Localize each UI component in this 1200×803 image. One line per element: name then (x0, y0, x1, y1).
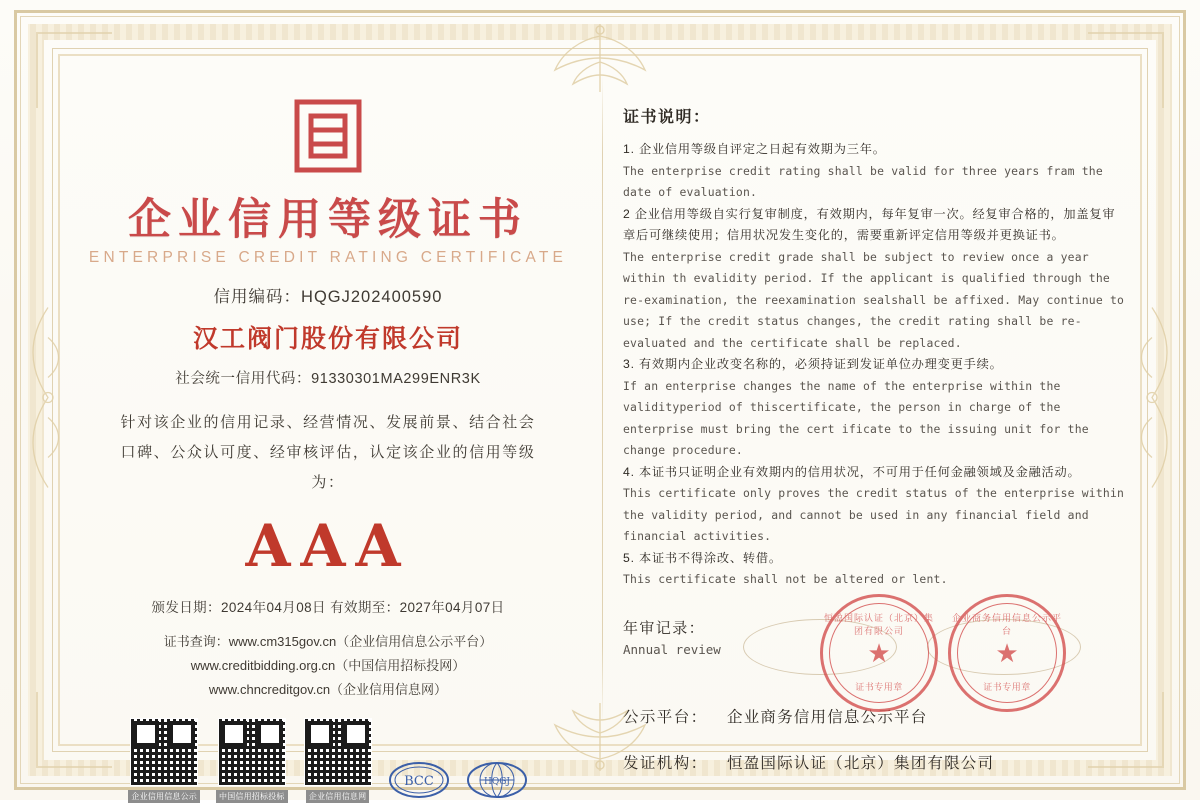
platform-label: 公示平台： (623, 708, 708, 726)
note-cn: 5. 本证书不得涂改、转借。 (623, 550, 782, 565)
platform-value: 企业商务信用信息公示平台 (727, 708, 928, 726)
company-name: 汉工阀门股份有限公司 (192, 324, 463, 353)
qr-caption: 企业信用信息网 (306, 790, 369, 803)
note-cn: 3. 有效期内企业改变名称的，必须持证到发证单位办理变更手续。 (623, 357, 1003, 371)
qr-code-item[interactable] (128, 718, 200, 803)
annual-review-section (623, 617, 1128, 675)
certificate-notes-column (623, 70, 1128, 772)
qr-caption: 中国信用招标投标 (216, 790, 288, 803)
annual-review-slot (743, 619, 897, 675)
seal-emblem-icon (282, 96, 374, 176)
annual-review-label-en: Annual review (623, 641, 721, 657)
qr-code-item[interactable] (216, 718, 288, 803)
note-en: This certificate only proves the credit status of the enterprise within the validity period, and cannot be used in any financial field and financial activities. (623, 486, 1125, 543)
issuer-value: 恒盈国际认证（北京）集团有限公司 (727, 754, 995, 772)
query-urls (164, 630, 492, 702)
issue-validity-dates: 颁发日期：2024年04月08日 有效期至：2027年04月07日 (151, 600, 505, 615)
certificate-content (72, 70, 1128, 801)
flourish-left-icon (18, 298, 78, 503)
platform-seal-arc-text: 企业商务信用信息公示平台 (951, 613, 1062, 636)
assessment-description-line-1: 针对该企业的信用记录、经营情况、发展前景、结合社会 (120, 414, 536, 431)
annual-review-label-cn: 年审记录： (623, 619, 706, 637)
assessment-description-line-2: 口碑、公众认可度、经审核评估，认定该企业的信用等级为： (120, 444, 536, 491)
assessment-description (113, 408, 543, 498)
note-en: This certificate shall not be altered or lent. (623, 572, 948, 586)
query-url-line-2: www.creditbidding.org.cn（中国信用招标投网） (190, 658, 466, 673)
annual-review-label (623, 617, 743, 657)
column-divider (602, 76, 603, 724)
qr-enterprise-credit-publicity-icon[interactable] (130, 718, 198, 786)
unified-social-credit-code: 社会统一信用代码：91330301MA299ENR3K (175, 371, 481, 387)
qr-code-item[interactable] (304, 718, 372, 803)
platform-seal-bottom-text: 证书专用章 (983, 682, 1031, 692)
platform-row (623, 705, 1128, 727)
query-url-line-1: 证书查询：www.cm315gov.cn（企业信用信息公示平台） (163, 634, 493, 649)
hqgj-globe-badge-icon (466, 757, 528, 803)
page-title: 企业信用等级证书 (128, 195, 528, 245)
svg-text:BCC: BCC (403, 774, 434, 789)
issuer-seal-arc-text: 恒盈国际认证（北京）集团有限公司 (823, 613, 934, 636)
credit-code: 信用编码：HQGJ202400590 (213, 288, 443, 306)
qr-enterprise-credit-info-icon[interactable] (304, 718, 372, 786)
note-cn: 4. 本证书只证明企业有效期内的信用状况，不可用于任何金融领域及金融活动。 (623, 464, 1081, 479)
qr-china-credit-bidding-icon[interactable] (218, 718, 286, 786)
svg-text:HQGJ: HQGJ (483, 777, 510, 787)
note-cn: 1. 企业信用等级自评定之日起有效期为三年。 (623, 142, 886, 156)
bcc-badge-icon (388, 757, 450, 803)
issuer-label: 发证机构： (623, 754, 708, 772)
note-en: The enterprise credit rating shall be valid for three years fram the date of evaluation. (623, 163, 1103, 199)
flourish-right-icon (1122, 298, 1182, 503)
qr-caption: 企业信用信息公示 (128, 790, 200, 803)
notes-body (623, 139, 1128, 591)
notes-heading: 证书说明： (623, 109, 711, 126)
certificate-main-column (72, 70, 584, 801)
qr-and-badge-row (128, 718, 527, 803)
page-subtitle: ENTERPRISE CREDIT RATING CERTIFICATE (88, 249, 568, 266)
note-en: If an enterprise changes the name of the enterprise within the validityperiod of thiscertificate, the person in charge of the enterprise must bring the cert ificate to the issuing unit for the change procedure. (623, 378, 1089, 457)
note-en: The enterprise credit grade shall be subject to review once a year within th evalidity period. If the applicant is qualified through the re-examination, the reexamination sealshall be affixed. May continue to use; If the credit status changes, the credit rating shall be re-evaluated and the certificate shall be replaced. (623, 249, 1125, 350)
issuer-seal-bottom-text: 证书专用章 (855, 682, 903, 692)
annual-review-stamp-areas (743, 619, 1081, 675)
platform-seal-star-icon: ★ (995, 638, 1019, 668)
credit-grade: AAA (245, 512, 411, 580)
issuer-row (623, 751, 1128, 773)
note-cn: 2 企业信用等级自实行复审制度，有效期内，每年复审一次。经复审合格的，加盖复审章后可继续使用；信用状况发生变化的，需要重新评定信用等级并更换证书。 (623, 206, 1116, 242)
query-url-line-3: www.chncreditgov.cn（企业信用信息网） (208, 682, 448, 697)
annual-review-slot (927, 619, 1081, 675)
issuer-seal-star-icon: ★ (867, 638, 891, 668)
